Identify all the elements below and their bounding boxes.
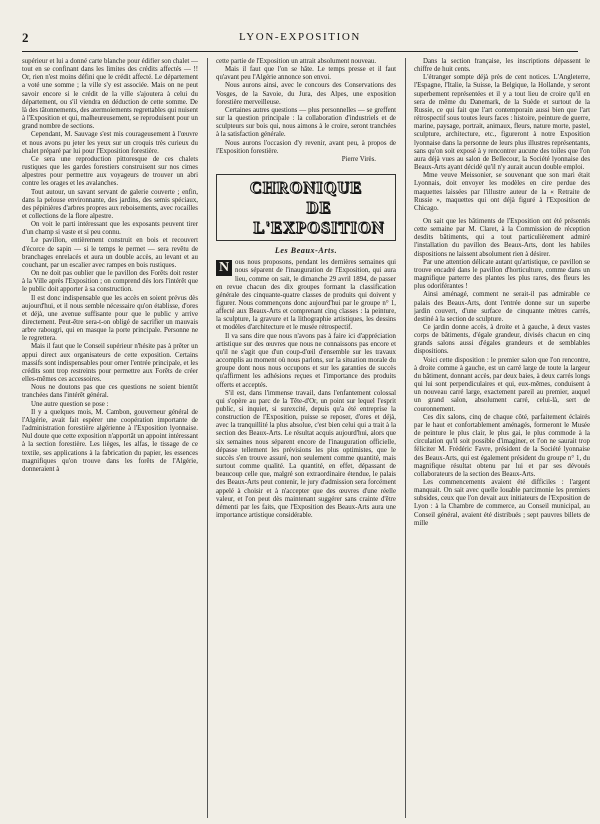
paragraph: Le pavillon, entièrement construit en bois et recouvert d'écorce de sapin — si le temps le permet — sera revêtu de branchages enrelacés et aura un double accès, au levant et au couchant, par un escalier avec rampes en bois rustiques.	[22, 237, 198, 269]
paragraph: Nous ne doutons pas que ces questions ne soient bientôt tranchées dans l'intérêt général.	[22, 384, 198, 400]
column-rule-left	[207, 58, 208, 818]
paragraph: Mais il faut que le Conseil supérieur n'hésite pas à prêter un appui direct aux organisateurs de cette exposition. Certains massifs sont indispensables pour orner l'entrée principale, et les crédits sont trop restreints pour permettre aux Forêts de créer elles-mêmes ces accessoires.	[22, 343, 198, 384]
paragraph: Par une attention délicate autant qu'artistique, ce pavillon se trouve encadré dans le pavillon d'horticulture, comme dans un magnifique parterre des plantes les plus rares, des fleurs les plus odoriférantes !	[414, 258, 590, 291]
section-title: Les Beaux-Arts.	[274, 246, 338, 256]
paragraph: Ce jardin donne accès, à droite et à gauche, à deux vastes corps de bâtiments, d'égale grandeur, divisés chacun en cinq grands salons aussi d'égales grandeurs et de semblables dispositions.	[414, 324, 590, 356]
dropcap-letter: N	[216, 260, 232, 276]
paragraph: Cependant, M. Sauvage s'est mis courageusement à l'œuvre et nous avons pu jeter les yeux sur un croquis très curieux du chalet préparé par lui pour l'Exposition forestière.	[22, 131, 198, 155]
paragraph: Nous aurons l'occasion d'y revenir, avant peu, à propos de l'Exposition forestière.	[216, 139, 396, 155]
paragraph: Ces dix salons, cinq de chaque côté, parfaitement éclairés par le haut et confortablement aménagés, formeront le Musée de peinture le plus clair, le plus gai, le plus commode à la circulation qu'il soit possible d'imaginer, et l'on ne saurait trop féliciter M. Frédéric Favre, président de la Société lyonnaise des Beaux-Arts, qui est également président du groupe n° 1, du magnifique résultat obtenu par lui et par ses dévoués collaborateurs de la section des Beaux-Arts.	[414, 413, 590, 478]
column-rule-right	[405, 58, 406, 818]
paragraph: Les commencements avaient été difficiles : l'argent manquait. On sait avec quelle louable parcimonie les premiers subsides, ceux que l'on devait aux initiateurs de l'Exposition de Lyon : à la Chambre de commerce, au Conseil municipal, au Conseil général, avaient été distribués ; sept pauvres billets de mille	[414, 478, 590, 527]
paragraph: On sait que les bâtiments de l'Exposition ont été présentés cette semaine par M. Claret, à la Commission de réception desdits bâtiments, qui a tout particulièrement admiré l'installation du pavillon des Beaux-Arts, dont les habiles dispositions ne laissent absolument rien à désirer.	[414, 217, 590, 258]
paragraph: Mme veuve Meissonier, se souvenant que son mari était Lyonnais, doit envoyer les modèles en cire perdue des maquettes laissées par l'illustre auteur de la « Retraite de Russie », maquettes qui ont déjà figuré à l'Exposition de Chicago.	[414, 172, 590, 212]
column-1	[22, 58, 198, 818]
paragraph: Nous aurons ainsi, avec le concours des Conservations des Vosges, de la Savoie, du Jura, des Alpes, une exposition forestière merveilleuse.	[216, 82, 396, 106]
author-signature: Pierre Virès.	[341, 155, 376, 163]
paragraph: supérieur et lui a donné carte blanche pour édifier son chalet — tout en se confinant dans les limites des crédits affectés — !! Or, rien n'est moins défini que le crédit affecté. Le département a voté une somme ; la ville s'y est associée. Mais on ne peut savoir encore si le crédit de la ville s'ajoutera à celui du département, ou s'il viendra en déduction de cette somme. De là des tâtonnements, des atermoiements regrettables qui nuisent à l'Exposition et qui, malheureusement, se reproduisent pour un grand nombre de sections.	[22, 58, 198, 131]
paragraph: On voit le parti intéressant que les exposants peuvent tirer d'un champ si vaste et si peu connu.	[22, 221, 198, 237]
paragraph: S'il est, dans l'immense travail, dans l'enfantement colossal qui s'opère au parc de la Tête-d'Or, un point sur lequel l'esprit public, si inquiet, si surexcité, depuis qu'a été entreprise la construction de l'Exposition, puisse se reposer, d'ores et déjà, avec la tranquillité la plus absolue, c'est bien celui qui a trait à la section des Beaux-Arts. Le résultat acquis aujourd'hui, alors que six semaines nous séparent encore de l'inauguration officielle, dépasse tellement les prévisions les plus optimistes, que le succès s'en trouve assuré, non seulement comme quantité, mais surtout comme qualité. La quantité, en effet, dépassant de beaucoup celle que, malgré son extraordinaire étendue, le palais des Beaux-Arts peut contenir, le jury d'admission sera forcément appelé à choisir et à n'accepter que des œuvres d'une réelle valeur, et l'on peut dès maintenant suggérer sans crainte d'être démenti par les faits, que l'Exposition des Beaux-Arts aura une importance artistique considérable.	[216, 389, 396, 520]
running-title: LYON-EXPOSITION	[239, 31, 361, 43]
paragraph: Voici cette disposition : le premier salon que l'on rencontre, à droite comme à gauche, est un carré large de toute la largeur du bâtiment, donnant accès, par deux baies, à deux carrés longs qui lui sont perpendiculaires et qui, eux-mêmes, conduisent à un nouveau carré large, exactement pareil au premier, auquel un grand salon, absolument carré, celui-là, sert de couronnement.	[414, 356, 590, 413]
paragraph: L'étranger sompte déjà près de cent notices. L'Angleterre, l'Espagne, l'Italie, la Suisse, la Belgique, la Hollande, y seront superbement représentées et il y a tout lieu de croire qu'il en sera de même du Danemark, de la Suède et surtout de la Russie, ce qui fait que l'art contemporain aussi bien que l'art rétrospectif sous toutes leurs faces : histoire, peinture de guerre, marine, paysage, portrait, animaux, fleurs, nature morte, pastel, sculpture, architecture, etc., figureront à notre Exposition lyonnaise dans la personne de leurs plus illustres représentants, sans qu'on soit exposé à y rencontrer aucune des toiles que l'on aura déjà vues au salon de Bellecour, la Société lyonnaise des Beaux-Arts ayant décidé qu'il n'y aurait aucun double emploi.	[414, 74, 590, 172]
header-rule	[22, 51, 578, 52]
paragraph: Dans la section française, les inscriptions dépassent le chiffre de huit cents.	[414, 58, 590, 74]
column-2	[216, 58, 396, 818]
paragraph: Mais il faut que l'on se hâte. Le temps presse et il faut qu'avant peu l'Algérie annonce son envoi.	[216, 66, 396, 82]
paragraph: Une autre question se pose :	[31, 400, 109, 408]
paragraph: Ce sera une reproduction pittoresque de ces chalets rustiques que les gardes forestiers construisent sur nos cimes alpestres pour permettre aux voyageurs de trouver un abri contre les orages et les avalanches.	[22, 155, 198, 188]
chronique-heading	[216, 174, 396, 241]
page-number: 2	[22, 30, 29, 45]
paragraph: Tout autour, un savant servant de galerie couverte ; enfin, dans la pelouse environnante, des jardins, des semis spéciaux, des pépinières d'arbres propres aux reboisements, avec rocailles et collections de la flore alpestre.	[22, 188, 198, 220]
paragraph: On ne doit pas oublier que le pavillon des Forêts doit rester à la Ville après l'Exposition ; on comprend dès lors l'intérêt que le public doit apporter à sa construction.	[22, 270, 198, 294]
page-header	[22, 30, 578, 48]
paragraph: Il va sans dire que nous n'avons pas à faire ici d'appréciation artistique sur des œuvres que nous ne connaissons pas encore et qu'il ne s'agit que d'un coup-d'œil d'ensemble sur les travaux accomplis au moment où nous parlons, sur la situation morale du groupe dont nous nous occupons et sur les garanties de succès qu'affirment les adhésions reçues et l'importance des produits offerts et acceptés.	[216, 332, 396, 389]
lead-paragraph	[216, 259, 396, 332]
paragraph: Il est donc indispensable que les accès en soient prévus dès aujourd'hui, et il nous semble nécessaire qu'on établisse, d'ores et déjà, une avenue suffisante pour que le public y arrive directement. Peut-être sera-t-on obligé de sacrifier un mauvais arbre rabougri, qui en masque la porte principale. Personne ne le regrettera.	[22, 294, 198, 343]
column-3	[414, 58, 590, 818]
chronique-title-line-2: DE L'EXPOSITION	[253, 198, 385, 238]
paragraph: Ainsi aménagé, comment ne serait-il pas admirable ce palais des Beaux-Arts, dont l'entrée donne sur un superbe jardin couvert, d'une surface de cinquante mètres carrés, destiné à la section de sculpture.	[414, 291, 590, 323]
chronique-title-line-1: CHRONIQUE	[249, 178, 363, 198]
paragraph: cette partie de l'Exposition un attrait absolument nouveau.	[216, 58, 377, 65]
lead-paragraph-text: ous nous proposons, pendant les dernières semaines qui nous séparent de l'inauguration de l'Exposition, qui aura lieu, comme on sait, le dimanche 29 avril 1894, de passer en revue chacun des dix groupes formant la classification générale des cinquante-quatre classes de produits qui doivent y figurer. Nous commençons donc aujourd'hui par le groupe n° 1, affecté aux Beaux-Arts et comprenant cinq classes : la peinture, la sculpture, la gravure et la lithographie artistiques, les dessins et modèles d'architecture et le musée rétrospectif.	[216, 259, 396, 332]
paragraph: Certaines autres questions — plus personnelles — se greffent sur la question principale : la collaboration d'industriels et de sculpteurs sur bois qui, nous aimons à le croire, seront tranchées à la satisfaction générale.	[216, 106, 396, 139]
paragraph: Il y a quelques mois, M. Cambon, gouverneur général de l'Algérie, avait fait espérer une coopération importante de l'administration forestière algérienne à l'Exposition lyonnaise. Nul doute que cette exposition n'apportât un appoint intéressant à la section forestière. Les lièges, les alfas, le tissage de ce textile, ses applications à la fabrication du papier, les essences magnifiques qu'on trouve dans les forêts de l'Algérie, donneraient à	[22, 408, 198, 473]
